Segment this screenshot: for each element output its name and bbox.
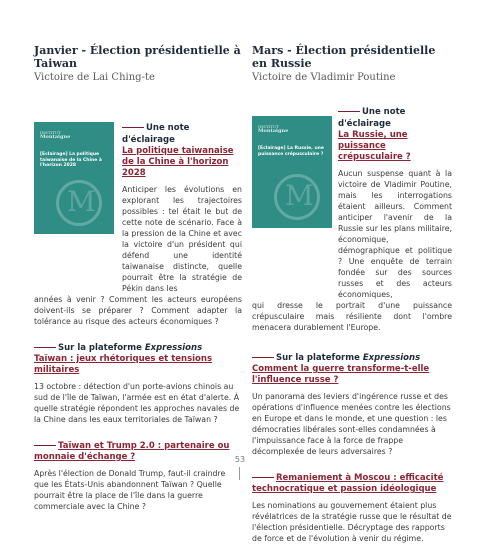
right-note-heading: Une note d'éclairage: [338, 107, 406, 129]
page-divider: [239, 467, 240, 480]
rule-divider: [338, 111, 360, 112]
left-section-2: [34, 441, 242, 512]
rule-divider: [122, 127, 144, 128]
left-title: Janvier - Élection présidentielle à Taiwan: [34, 44, 241, 70]
rule-divider: [34, 445, 56, 446]
right-cover-logo-small: INSTITUT: [258, 124, 279, 129]
rule-divider: [252, 477, 274, 478]
left-section2-link-text: Taïwan et Trump 2.0 : partenaire ou monnaie d'échange ?: [34, 441, 230, 462]
right-cover-logo-name: Montaigne: [258, 128, 289, 134]
right-section1-link[interactable]: Comment la guerre transforme-t-elle l'influence russe ?: [252, 364, 430, 385]
monogram-icon: [56, 180, 102, 226]
left-section2-body: Après l'élection de Donald Trump, faut-il craindre que les États-Unis abandonnent Taïwan ? Quelle pourrait être la place de l'île dans la guerre commerciale avec la Chine ?: [34, 469, 226, 511]
right-note-link[interactable]: La Russie, une puissance crépusculaire ?: [338, 130, 411, 162]
left-cover-title: [Eclairage] La politique taiwanaise de la Chine à l'horizon 2028: [40, 152, 102, 168]
right-section2-body: Les nominations au gouvernement étaient plus révélatrices de la stratégie russe que le résultat de l'élection présidentielle. Décryptage des rapports de force et de l'évolution à venir du régime.: [252, 501, 452, 543]
right-cover-title: [Eclairage] La Russie, une puissance crépusculaire ?: [258, 146, 324, 157]
right-note-body-top: Aucun suspense quant à la victoire de Vladimir Poutine, mais les interrogations étaient ailleurs. Comment anticiper l'avenir de la Russie sur les plans militaire, économique, démographique et politique ? Une enquête de terrain fondée sur des sources russes et des acteurs économiques,: [338, 169, 452, 299]
right-section1-em: Expressions: [362, 353, 421, 363]
right-cover-logo: [258, 124, 288, 134]
left-section1-body: 13 octobre : détection d'un porte-avions chinois au sud de l'île de Taïwan, l'armée est en état d'alerte. À quelle stratégie répondent les approches navales de la Chine dans les eaux territoriales de Taïwan ?: [34, 382, 240, 424]
right-column: [252, 44, 452, 544]
right-section-2: [252, 473, 452, 544]
right-section2-link-text: Remaniement à Moscou : efficacité technocratique et passion idéologique: [252, 473, 444, 494]
left-report-cover[interactable]: [34, 122, 114, 234]
left-column: [34, 44, 242, 512]
left-cover-logo-small: INSTITUT: [40, 130, 61, 135]
left-note-link[interactable]: La politique taiwanaise de la Chine à l'horizon 2028: [122, 146, 234, 178]
left-note-text: [122, 122, 242, 294]
left-section1-link[interactable]: Taïwan : jeux rhétoriques et tensions militaires: [34, 354, 213, 375]
right-section2-link[interactable]: [252, 473, 452, 495]
right-report-cover[interactable]: [252, 116, 332, 228]
right-note-block: [252, 106, 452, 333]
left-note-body: années à venir ? Comment les acteurs européens doivent-ils se préparer ? Comment adapter la tolérance au risque des acteurs économiques ?: [34, 295, 242, 326]
rule-divider: [252, 357, 274, 358]
right-section1-prefix: Sur la plateforme: [276, 353, 363, 363]
left-section-1: [34, 343, 242, 425]
left-note-heading: Une note d'éclairage: [122, 123, 190, 145]
right-subtitle: Victoire de Vladimir Poutine: [252, 72, 396, 83]
right-section1-body: Un panorama des leviers d'ingérence russe et des opérations d'influence menées contre les élections en Europe et dans le monde, et une question : les démocraties libérales sont-elles condamnées à l'impuissance face à la force de frappe décomplexée de leurs adversaires ?: [252, 392, 451, 456]
right-note-text: [338, 106, 452, 300]
rule-divider: [34, 347, 56, 348]
left-note-body-top: Anticiper les évolutions en explorant les trajectoires possibles : tel était le but de cette note de scénario. Face à la pression de la Chine et avec la victoire d'un président qui défend une identité taiwanaise distincte, quelle pourrait être la stratégie de Pékin dans les: [122, 185, 242, 293]
left-subtitle: Victoire de Lai Ching-te: [34, 72, 155, 83]
left-cover-logo-name: Montaigne: [40, 134, 71, 140]
left-note-block: [34, 122, 242, 327]
monogram-icon: [274, 174, 320, 220]
left-section1-heading: [34, 343, 242, 354]
left-section1-em: Expressions: [144, 343, 203, 353]
left-cover-logo: [40, 130, 70, 140]
right-note-body: qui dresse le portrait d'une puissance crépusculaire mais résiliente dont l'ombre menacera durablement l'Europe.: [252, 301, 452, 332]
right-section1-heading: [252, 353, 452, 364]
left-section1-prefix: Sur la plateforme: [58, 343, 145, 353]
page-number: 53: [234, 455, 246, 464]
right-section-1: [252, 353, 452, 457]
right-title: Mars - Élection présidentielle en Russie: [252, 44, 436, 70]
